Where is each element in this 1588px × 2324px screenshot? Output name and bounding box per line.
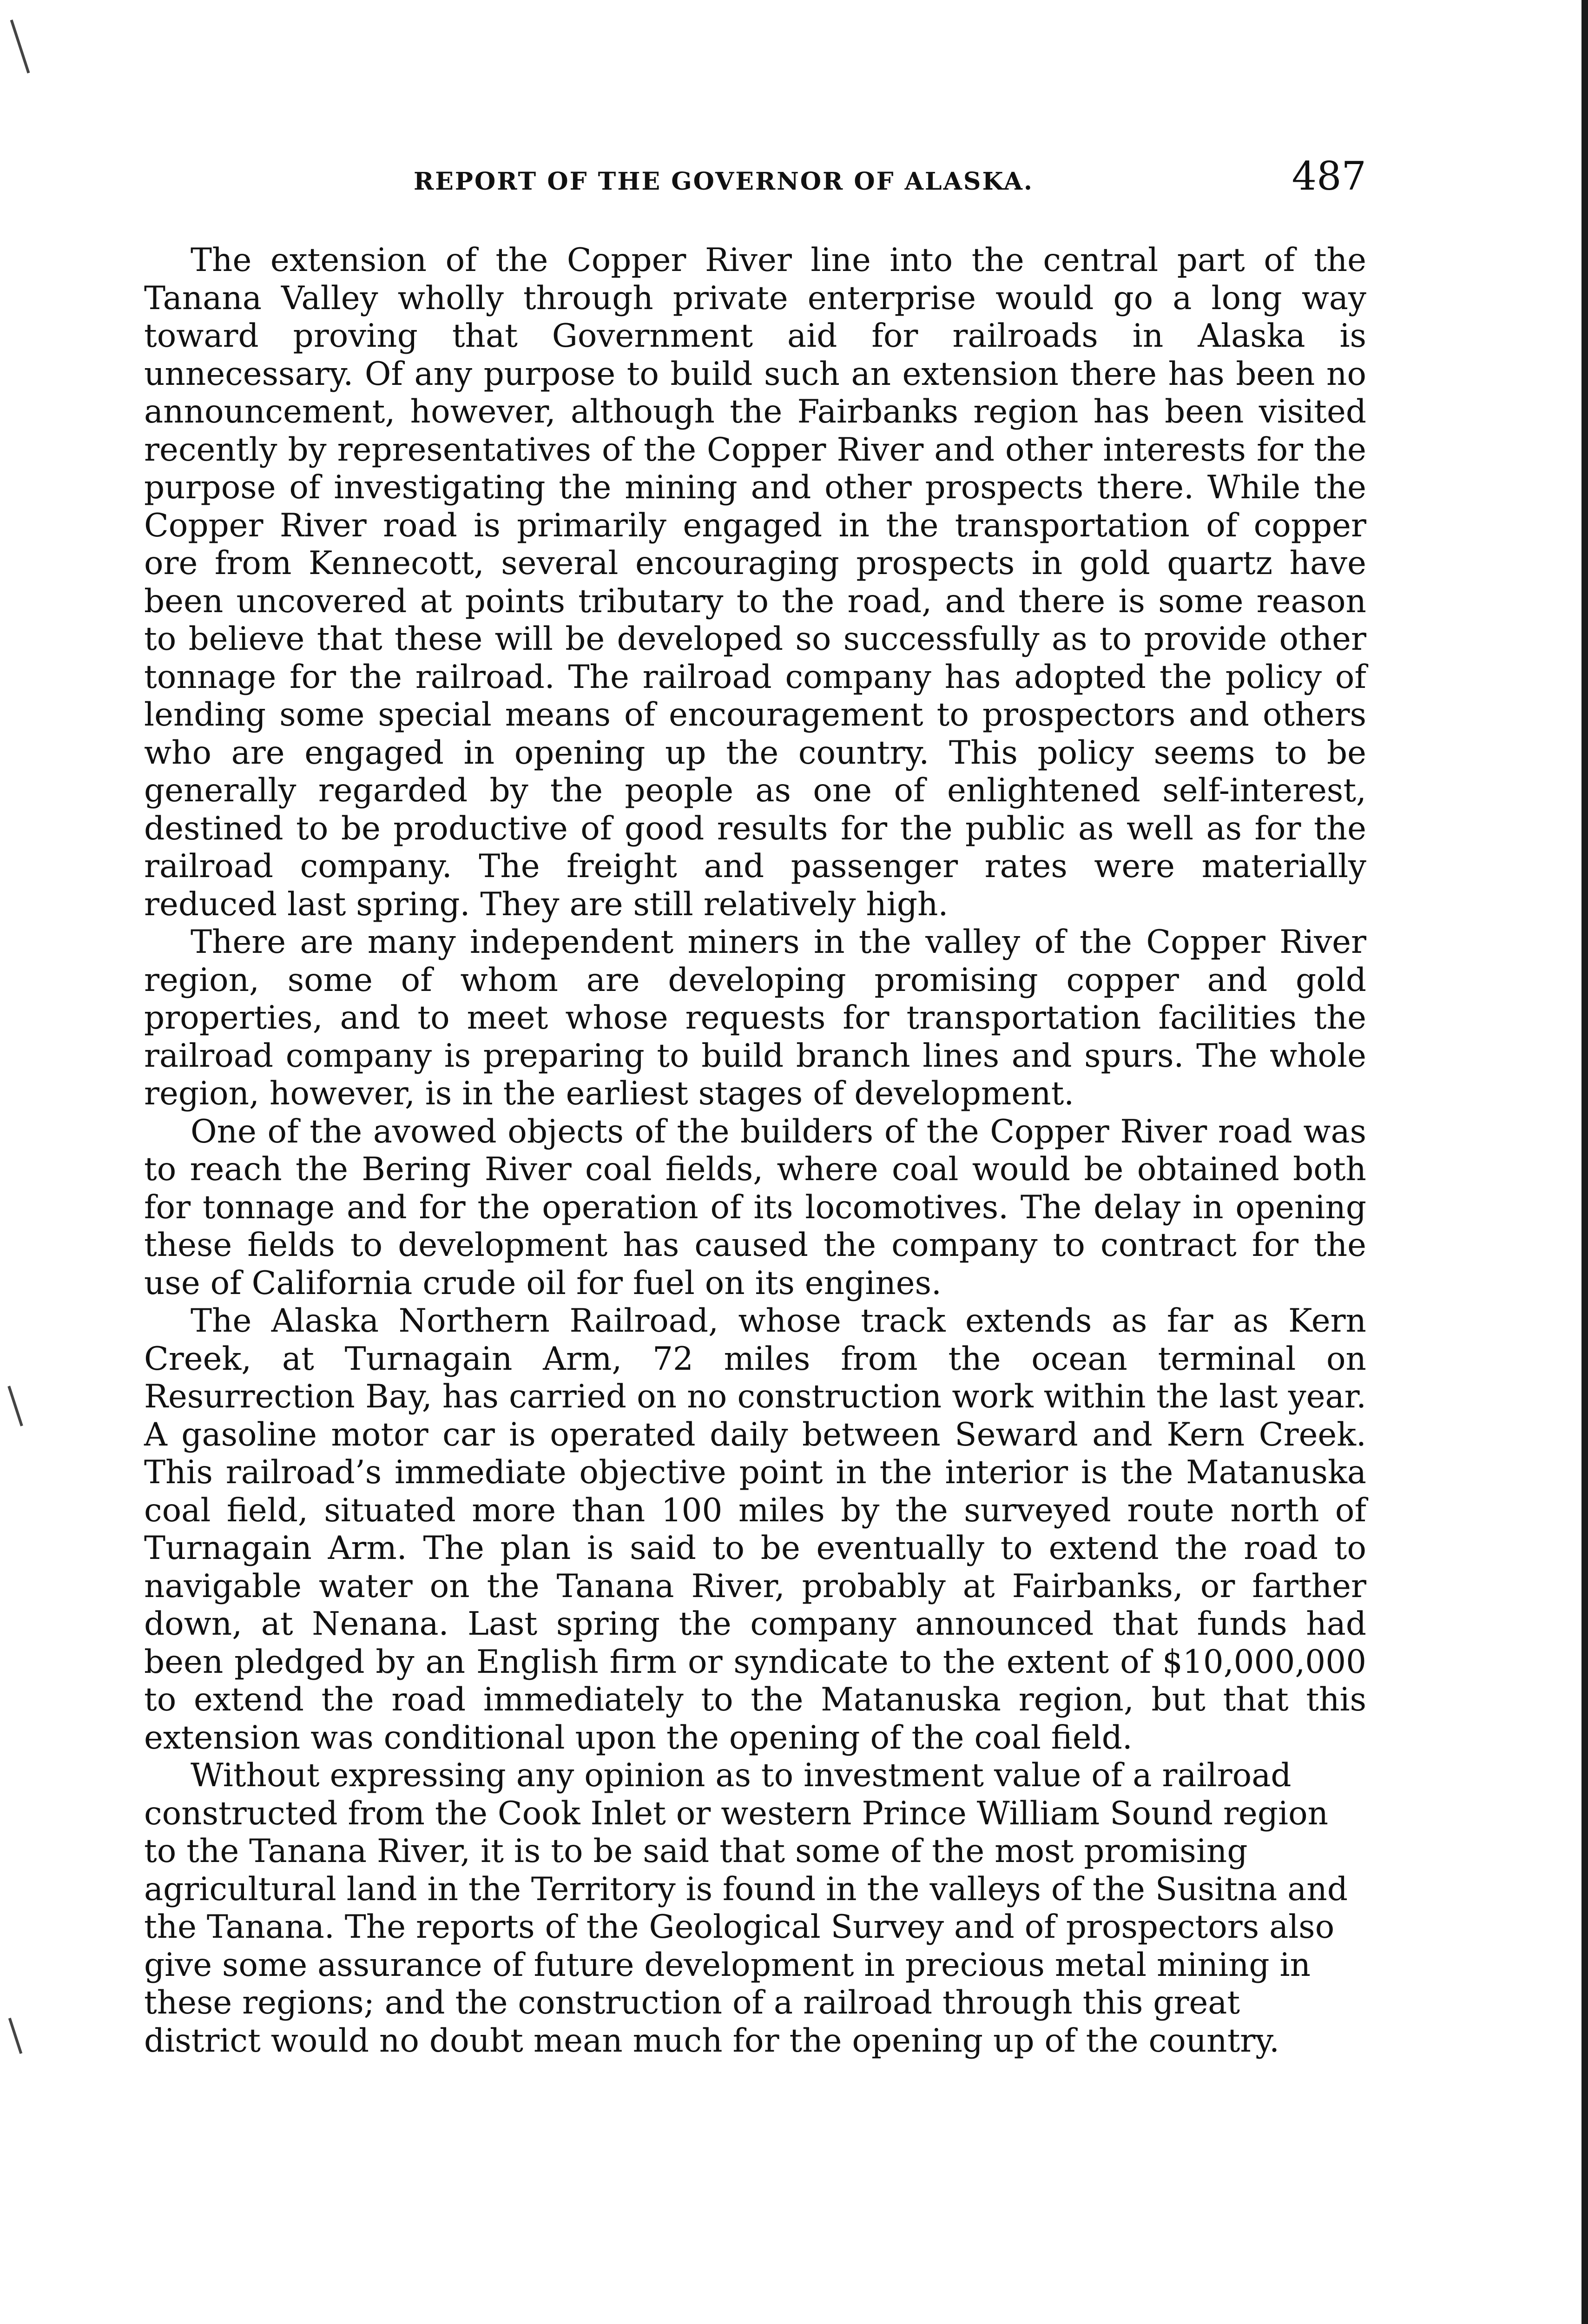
paragraph-investment-value: Without expressing any opinion as to investment value of a railroad constructed from the Cook Inlet or western Prince William Sound region to the Tanana River, it is to be said that some of the most promising agricultural land in the Territory is found in the valleys of the Susitna and the Tanana. The reports of the Geological Survey and of prospectors also give some assurance of future development in precious metal mining in these regions; and the construction of a railroad through this great district would no doubt mean much for the opening up of the country. <box>144 1757 1348 2060</box>
running-head <box>144 153 1366 205</box>
paragraph-alaska-northern-railroad: The Alaska Northern Railroad, whose track extends as far as Kern Creek, at Turnagain Arm, 72 miles from the ocean terminal on Resurrection Bay, has carried on no construction work within the last year. A gasoline motor car is operated daily between Seward and Kern Creek. This railroad’s immediate objective point in the interior is the Matanuska coal field, situated more than 100 miles by the surveyed route north of Turnagain Arm. The plan is said to be eventually to extend the road to navigable water on the Tanana River, probably at Fairbanks, or farther down, at Nenana. Last spring the company announced that funds had been pledged by an English firm or syndicate to the extent of $10,000,000 to extend the road immediately to the Matanuska region, but that this extension was conditional upon the opening of the coal field. <box>144 1302 1366 1756</box>
running-title: REPORT OF THE GOVERNOR OF ALASKA. <box>414 167 1034 196</box>
page-edge-shadow <box>1581 0 1588 2324</box>
paragraph-bering-river-coal: One of the avowed objects of the builders of the Copper River road was to reach the Bering River coal fields, where coal would be obtained both for tonnage and for the operation of its locomotives. The delay in opening these fields to development has caused the company to contract for the use of California crude oil for fuel on its engines. <box>144 1113 1366 1302</box>
margin-mark-lower <box>8 2018 22 2054</box>
margin-mark-middle <box>7 1386 23 1426</box>
body-text <box>144 242 1366 2060</box>
paragraph-copper-river-extension: The extension of the Copper River line into the central part of the Tanana Valley wholly through private enterprise would go a long way toward proving that Government aid for railroads in Alaska is unnecessary. Of any purpose to build such an extension there has been no announcement, however, although the Fairbanks region has been visited recently by representatives of the Copper River and other interests for the purpose of investigating the mining and other prospects there. While the Copper River road is primarily engaged in the transportation of copper ore from Kennecott, several encouraging prospects in gold quartz have been uncovered at points tributary to the road, and there is some reason to believe that these will be developed so successfully as to provide other tonnage for the railroad. The railroad company has adopted the policy of lending some special means of encouragement to prospectors and others who are engaged in opening up the country. This policy seems to be generally regarded by the people as one of enlightened self-interest, destined to be productive of good results for the public as well as for the railroad company. The freight and passenger rates were materially reduced last spring. They are still relatively high. <box>144 242 1366 923</box>
paragraph-independent-miners: There are many independent miners in the valley of the Copper River region, some of whom are developing promising copper and gold properties, and to meet whose requests for transportation facilities the railroad company is preparing to build branch lines and spurs. The whole region, however, is in the earliest stages of development. <box>144 924 1366 1112</box>
page-number: 487 <box>1291 153 1366 199</box>
margin-mark-top <box>10 20 30 73</box>
